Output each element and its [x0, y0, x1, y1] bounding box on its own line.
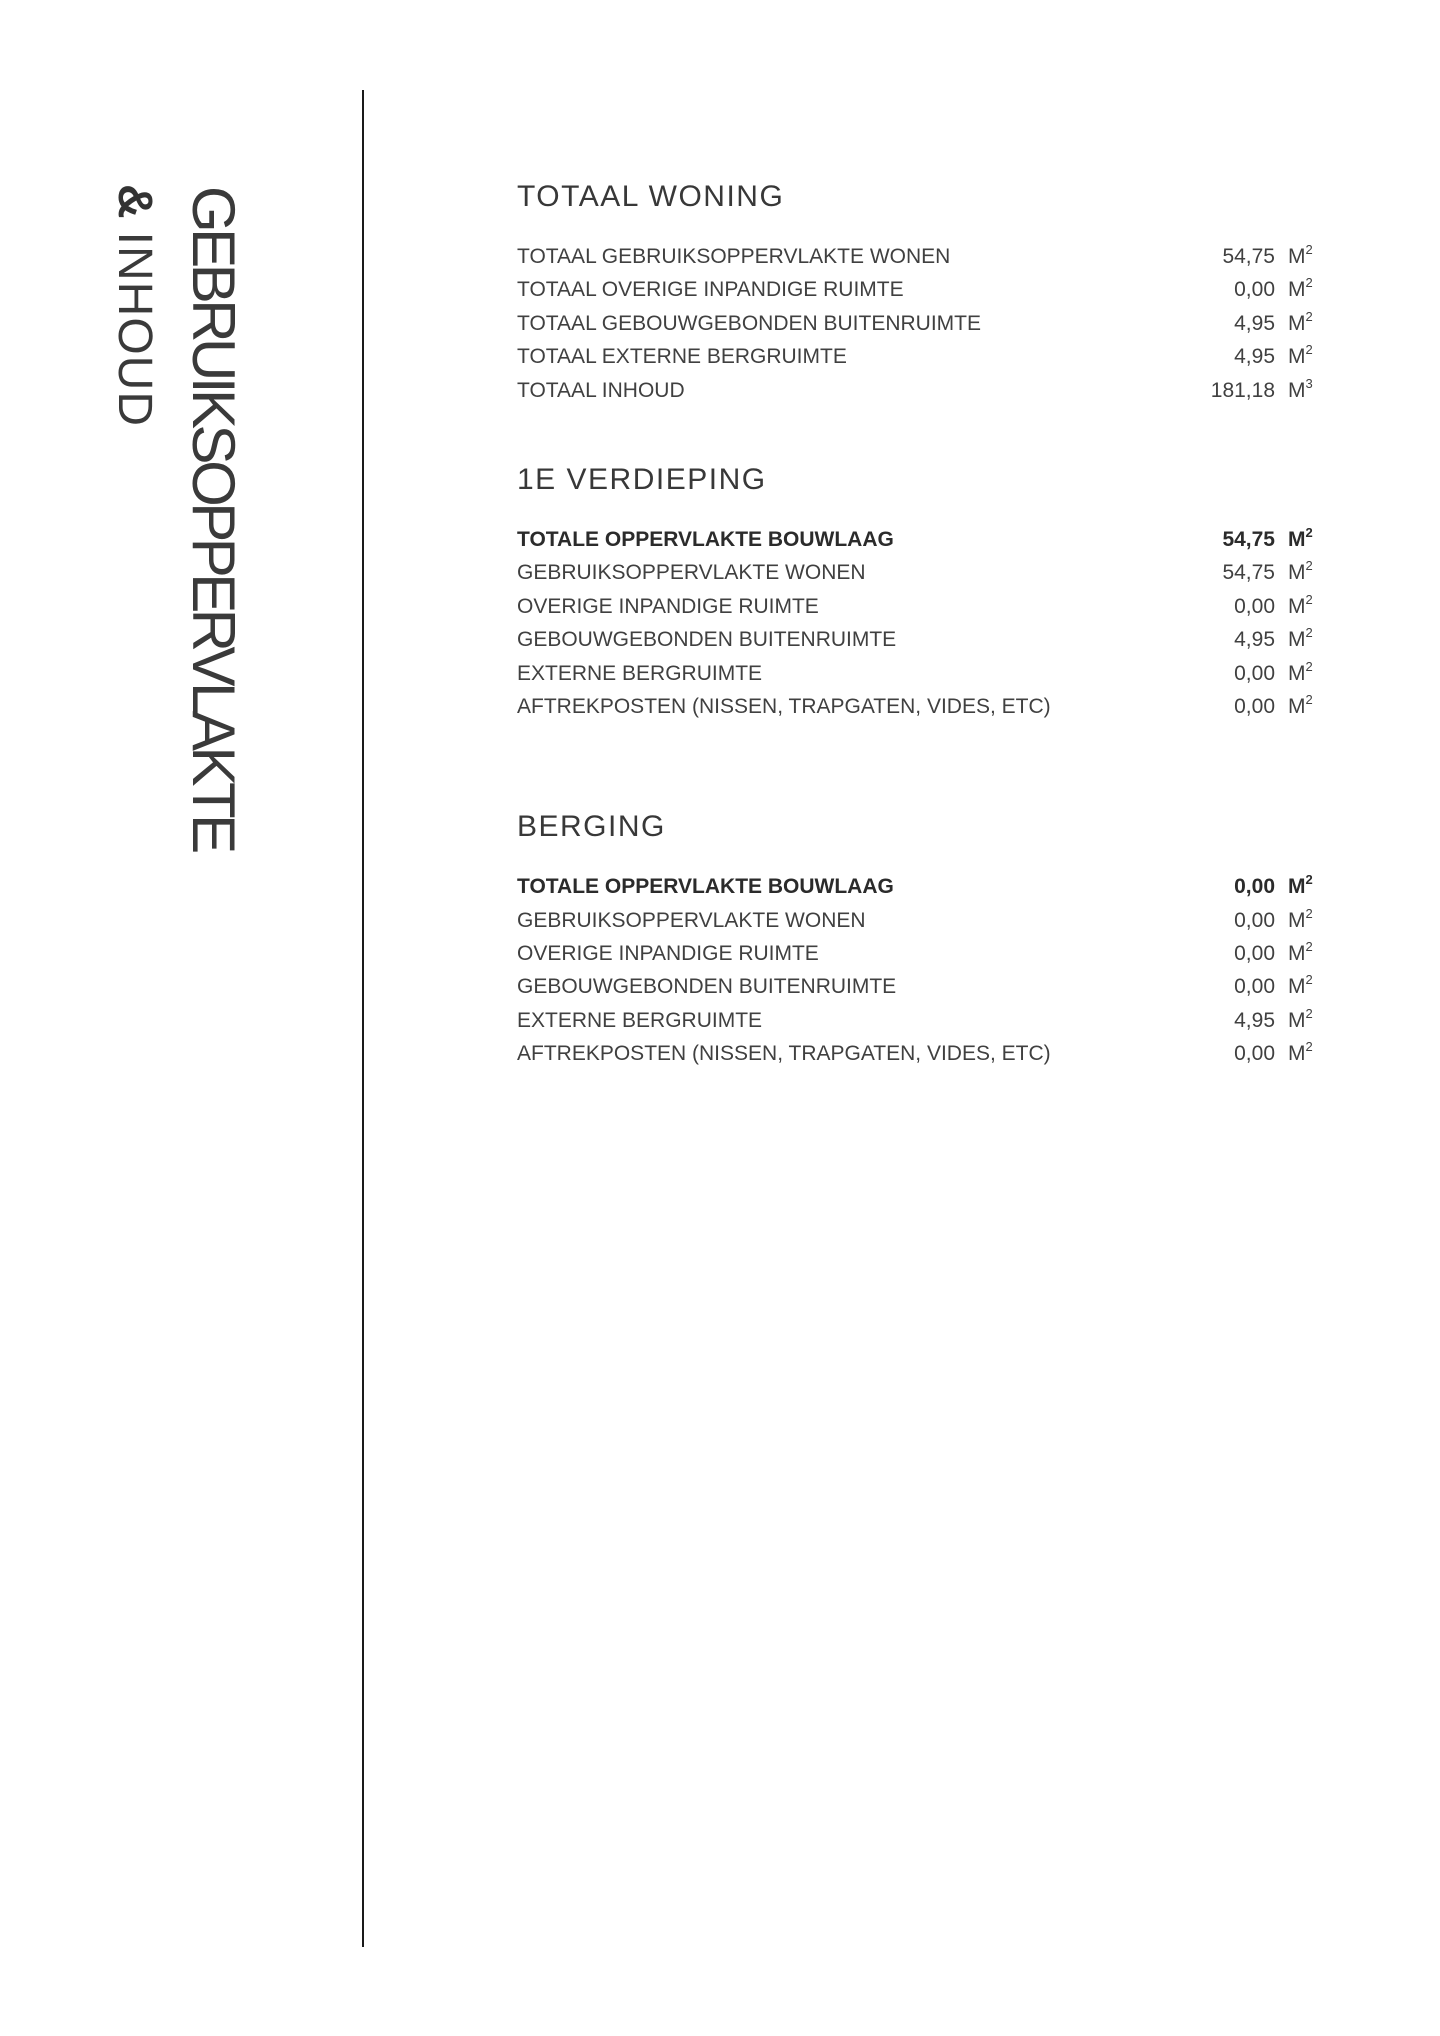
- unit-superscript: 2: [1305, 342, 1313, 358]
- table-row: [517, 970, 1330, 1003]
- row-unit: [1275, 523, 1330, 556]
- unit-base: M: [1288, 908, 1306, 932]
- row-value: 4,95: [1234, 1008, 1275, 1032]
- row-value: 181,18: [1210, 378, 1275, 402]
- table-row: [517, 340, 1330, 373]
- unit-superscript: 2: [1305, 1039, 1313, 1055]
- row-unit: [1275, 307, 1330, 340]
- row-unit: [1275, 590, 1330, 623]
- unit-base: M: [1288, 311, 1306, 335]
- unit-base: M: [1288, 1008, 1306, 1032]
- row-unit: [1275, 904, 1330, 937]
- unit-superscript: 2: [1305, 591, 1313, 607]
- section-totaal-woning: [517, 177, 1330, 407]
- row-unit: [1275, 556, 1330, 589]
- table-row: [517, 937, 1330, 970]
- row-label: OVERIGE INPANDIGE RUIMTE: [517, 942, 819, 966]
- row-unit: [1275, 937, 1330, 970]
- row-label: TOTAAL GEBRUIKSOPPERVLAKTE WONEN: [517, 245, 951, 268]
- row-value: 0,00: [1234, 1042, 1275, 1066]
- row-value: 4,95: [1234, 311, 1275, 335]
- unit-superscript: 2: [1305, 691, 1313, 707]
- vertical-page-subtitle: [108, 184, 161, 427]
- row-unit: [1275, 623, 1330, 656]
- unit-superscript: 2: [1305, 558, 1313, 574]
- unit-base: M: [1288, 561, 1306, 585]
- row-label: GEBOUWGEBONDEN BUITENRUIMTE: [517, 628, 897, 652]
- table-row: [517, 374, 1330, 407]
- row-value: 0,00: [1234, 875, 1275, 899]
- row-unit: [1275, 1004, 1330, 1037]
- vertical-page-title: GEBRUIKSOPPERVLAKTE: [180, 186, 247, 850]
- row-value: 4,95: [1234, 345, 1275, 369]
- row-label: TOTALE OPPERVLAKTE BOUWLAAG: [517, 527, 894, 551]
- row-unit: [1275, 340, 1330, 373]
- unit-superscript: 2: [1305, 658, 1313, 674]
- section-title: BERGING: [517, 810, 666, 844]
- row-unit: [1275, 374, 1330, 407]
- section-rows: [517, 240, 1330, 407]
- row-unit: [1275, 657, 1330, 690]
- vertical-page-subtitle-text: INHOUD: [108, 231, 161, 427]
- unit-base: M: [1288, 278, 1306, 302]
- row-value: 4,95: [1234, 628, 1275, 652]
- section-rows: [517, 870, 1330, 1070]
- table-row: [517, 307, 1330, 340]
- unit-superscript: 2: [1305, 625, 1313, 641]
- row-label: TOTALE OPPERVLAKTE BOUWLAAG: [517, 875, 894, 899]
- unit-superscript: 2: [1305, 905, 1313, 921]
- row-label: AFTREKPOSTEN (NISSEN, TRAPGATEN, VIDES, ETC): [517, 1042, 1051, 1066]
- table-row: [517, 523, 1330, 556]
- unit-base: M: [1288, 975, 1306, 999]
- unit-base: M: [1288, 942, 1306, 966]
- row-label: OVERIGE INPANDIGE RUIMTE: [517, 594, 819, 618]
- ampersand-symbol: &: [108, 184, 161, 220]
- table-row: [517, 1037, 1330, 1070]
- row-value: 0,00: [1234, 942, 1275, 966]
- row-value: 0,00: [1234, 694, 1275, 718]
- table-row: [517, 870, 1330, 903]
- unit-superscript: 2: [1305, 275, 1313, 291]
- row-label: GEBRUIKSOPPERVLAKTE WONEN: [517, 561, 866, 585]
- row-label: TOTAAL GEBOUWGEBONDEN BUITENRUIMTE: [517, 311, 981, 335]
- row-unit: [1275, 970, 1330, 1003]
- divider-line: [362, 90, 364, 1947]
- row-label: GEBRUIKSOPPERVLAKTE WONEN: [517, 908, 866, 932]
- row-label: TOTAAL OVERIGE INPANDIGE RUIMTE: [517, 278, 904, 302]
- table-row: [517, 590, 1330, 623]
- section-title: 1E VERDIEPING: [517, 462, 767, 496]
- table-row: [517, 556, 1330, 589]
- unit-base: M: [1288, 875, 1306, 899]
- table-row: [517, 623, 1330, 656]
- row-label: AFTREKPOSTEN (NISSEN, TRAPGATEN, VIDES, ETC): [517, 694, 1051, 718]
- unit-base: M: [1288, 694, 1306, 718]
- unit-superscript: 2: [1305, 939, 1313, 955]
- row-value: 0,00: [1234, 908, 1275, 932]
- unit-superscript: 2: [1305, 524, 1313, 540]
- row-value: 0,00: [1234, 975, 1275, 999]
- row-value: 54,75: [1222, 527, 1275, 551]
- unit-superscript: 2: [1305, 308, 1313, 324]
- unit-base: M: [1288, 345, 1306, 369]
- unit-superscript: 2: [1305, 1005, 1313, 1021]
- row-value: 54,75: [1222, 245, 1275, 268]
- row-label: TOTAAL EXTERNE BERGRUIMTE: [517, 345, 847, 369]
- row-label: TOTAAL INHOUD: [517, 378, 685, 402]
- row-unit: [1275, 240, 1330, 273]
- row-unit: [1275, 870, 1330, 903]
- table-row: [517, 657, 1330, 690]
- unit-superscript: 2: [1305, 972, 1313, 988]
- row-value: 0,00: [1234, 594, 1275, 618]
- unit-base: M: [1288, 245, 1306, 268]
- unit-base: M: [1288, 628, 1306, 652]
- unit-base: M: [1288, 378, 1306, 402]
- row-label: EXTERNE BERGRUIMTE: [517, 1008, 763, 1032]
- content-area: [517, 177, 1330, 1071]
- row-value: 0,00: [1234, 661, 1275, 685]
- section-rows: [517, 523, 1330, 723]
- table-row: [517, 240, 1330, 273]
- table-row: [517, 273, 1330, 306]
- row-unit: [1275, 690, 1330, 723]
- table-row: [517, 690, 1330, 723]
- section-title: TOTAAL WONING: [517, 180, 785, 213]
- row-unit: [1275, 1037, 1330, 1070]
- section-berging: [517, 807, 1330, 1070]
- row-value: 54,75: [1222, 561, 1275, 585]
- row-label: GEBOUWGEBONDEN BUITENRUIMTE: [517, 975, 897, 999]
- unit-superscript: 3: [1305, 375, 1313, 391]
- row-label: EXTERNE BERGRUIMTE: [517, 661, 763, 685]
- unit-base: M: [1288, 661, 1306, 685]
- table-row: [517, 904, 1330, 937]
- unit-superscript: 2: [1305, 242, 1313, 257]
- row-value: 0,00: [1234, 278, 1275, 302]
- table-row: [517, 1004, 1330, 1037]
- section-1e-verdieping: [517, 460, 1330, 723]
- row-unit: [1275, 273, 1330, 306]
- unit-base: M: [1288, 594, 1306, 618]
- unit-base: M: [1288, 527, 1306, 551]
- unit-base: M: [1288, 1042, 1306, 1066]
- unit-superscript: 2: [1305, 872, 1313, 888]
